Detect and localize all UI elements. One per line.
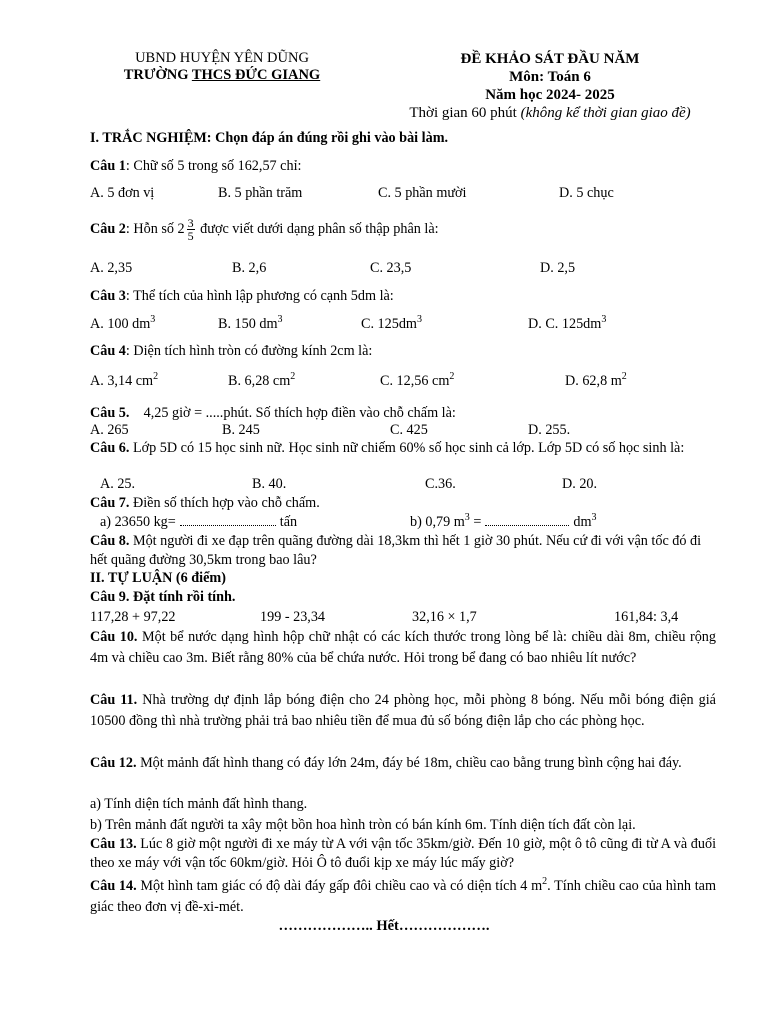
q2-option-c: C. 23,5 [370, 260, 412, 276]
q5-option-c: C. 425 [390, 422, 428, 438]
q2-option-d: D. 2,5 [540, 260, 576, 276]
q9-item-1: 117,28 + 97,22 [90, 609, 176, 625]
question-9: Câu 9. Đặt tính rồi tính. [90, 589, 236, 605]
q5-option-a: A. 265 [90, 422, 129, 438]
question-7: Câu 7. Điền số thích hợp vào chỗ chấm. [90, 495, 320, 511]
q4-option-d: D. 62,8 $m^2$ [565, 371, 627, 389]
q12-part-b: b) Trên mảnh đất người ta xây một bồn hoa hình tròn có bán kính 6m. Tính diện tích đất còn lại. [90, 817, 636, 833]
q5-option-b: B. 245 [222, 422, 260, 438]
question-11: Câu 11. Nhà trường dự định lắp bóng điện cho 24 phòng học, mỗi phòng 8 bóng. Nếu mỗi bóng điện giá 10500 đồng thì nhà trường phải trả bao nhiêu tiền để mua đủ số bóng điện lắp cho các phòng học. [90, 692, 716, 729]
q6-option-c: C.36. [425, 476, 456, 492]
q4-option-b: B. 6,28 $cm^2$ [228, 371, 296, 389]
question-14: Câu 14. Một hình tam giác có độ dài đáy gấp đôi chiều cao và có diện tích 4 $m^2$. Tính chiều cao của hình tam giác theo đơn vị đề-xi-mét. [90, 876, 716, 915]
q3-option-c: C. $125dm^3$ [361, 314, 422, 332]
q6-option-b: B. 40. [252, 476, 287, 492]
q9-item-2: 199 - 23,34 [260, 609, 326, 625]
question-10: Câu 10. Một bể nước dạng hình hộp chữ nhật có các kích thước trong lòng bể là: chiều dài 8m, chiều rộng 4m và chiều cao 3m. Biết rằng 80% của bể chứa nước. Hỏi trong bể đang có bao nhiêu lít nước? [90, 629, 716, 666]
q3-option-d: D. C. $125dm^3$ [528, 314, 607, 332]
question-6: Câu 6. Lớp 5D có 15 học sinh nữ. Học sinh nữ chiếm 60% số học sinh cả lớp. Lớp 5D có số học sinh là: [90, 440, 685, 456]
exam-year: Năm học 2024- 2025 [485, 87, 615, 103]
question-12: Câu 12. Một mảnh đất hình thang có đáy lớn 24m, đáy bé 18m, chiều cao bằng trung bình cộng hai đáy. [90, 755, 682, 771]
question-3: Câu 3: Thể tích của hình lập phương có cạnh 5dm là: [90, 288, 394, 304]
q1-option-c: C. 5 phần mười [378, 185, 467, 201]
question-4: Câu 4: Diện tích hình tròn có đường kính 2cm là: [90, 343, 373, 359]
q9-item-4: 161,84: 3,4 [614, 609, 679, 625]
end-marker: ……………….. Hết………………. [278, 918, 490, 934]
q1-option-a: A. 5 đơn vị [90, 185, 155, 201]
q2-option-b: B. 2,6 [232, 260, 267, 276]
q5-option-d: D. 255. [528, 422, 571, 438]
q2-option-a: A. 2,35 [90, 260, 133, 276]
question-8: Câu 8. Một người đi xe đạp trên quãng đường dài 18,3km thì hết 1 giờ 30 phút. Nếu cứ đi với vận tốc đó đi hết quãng đường 30,5km trong bao lâu? [90, 533, 702, 568]
q12-part-a: a) Tính diện tích mảnh đất hình thang. [90, 796, 308, 812]
q1-option-b: B. 5 phần trăm [218, 185, 303, 201]
mixed-fraction: $\frac{3}{5}$ [187, 216, 194, 244]
school-name: TRƯỜNG THCS ĐỨC GIANG [123, 67, 321, 83]
question-2: Câu 2: Hỗn số 2 $\frac{3}{5}$ được viết dưới dạng phân số thập phân là: [90, 216, 439, 244]
q1-option-d: D. 5 chục [559, 185, 614, 201]
q7-part-a: a) 23650 kg= tấn [100, 514, 298, 530]
exam-title: ĐỀ KHẢO SÁT ĐẦU NĂM [460, 51, 640, 67]
exam-time: Thời gian 60 phút (không kể thời gian giao đề) [409, 105, 691, 121]
section-2-title: II. TỰ LUẬN (6 điểm) [90, 570, 226, 586]
q9-item-3: 32,16 × 1,7 [412, 609, 477, 625]
exam-subject: Môn: Toán 6 [509, 69, 591, 85]
q7-b-blank [485, 516, 569, 526]
q7-a-blank [180, 516, 276, 526]
school-header [112, 50, 332, 84]
q7-part-b: b) 0,79 $m^3 = dm^3$ [410, 512, 597, 530]
q4-option-c: C. 12,56 $cm^2$ [380, 371, 455, 389]
q3-option-b: B. 150 $dm^3$ [218, 314, 283, 332]
q4-option-a: A. 3,14 $cm^2$ [90, 371, 159, 389]
district-name: UBND HUYỆN YÊN DŨNG [135, 50, 309, 66]
question-13: Câu 13. Lúc 8 giờ một người đi xe máy từ A với vận tốc 35km/giờ. Đến 10 giờ, một ô tô cũng đi từ A và đuổi theo xe máy với vận tốc 60km/giờ. Hỏi Ô tô đuổi kịp xe máy lúc mấy giờ? [90, 836, 717, 871]
exam-header [380, 50, 720, 122]
question-5: Câu 5. 4,25 giờ = .....phút. Số thích hợp điền vào chỗ chấm là: [90, 405, 456, 421]
q6-option-a: A. 25. [100, 476, 136, 492]
q3-option-a: A. 100 $dm^3$ [90, 314, 156, 332]
q6-option-d: D. 20. [562, 476, 598, 492]
question-1: Câu 1: Chữ số 5 trong số 162,57 chỉ: [90, 158, 302, 174]
section-1-title: I. TRẮC NGHIỆM: Chọn đáp án đúng rồi ghi vào bài làm. [90, 130, 449, 146]
